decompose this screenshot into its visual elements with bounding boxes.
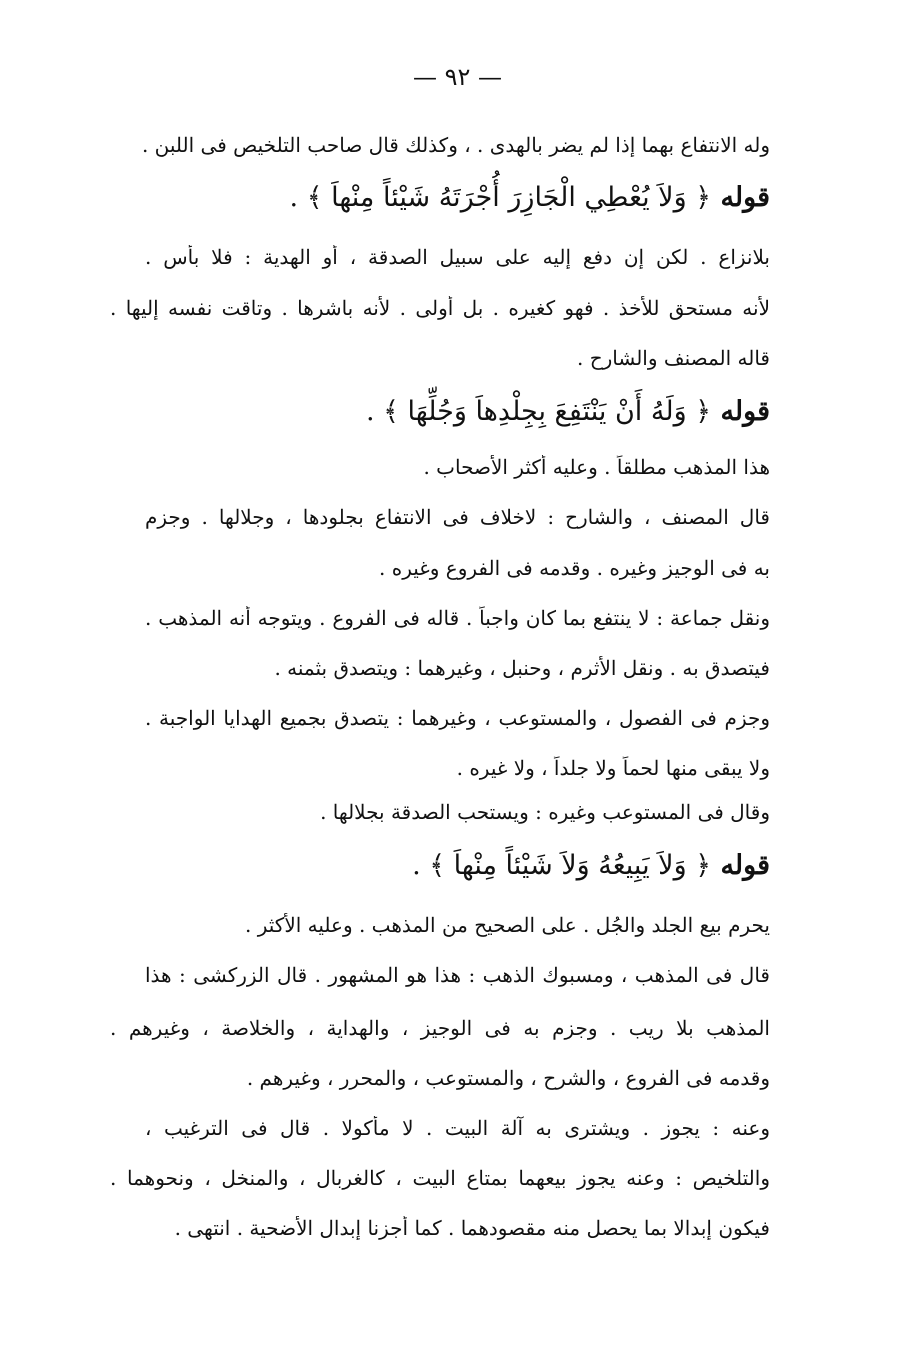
text-line: وجزم فى الفصول ، والمستوعب ، وغيرهما : يتصدق بجميع الهدايا الواجبة . [145,706,770,730]
text-line: وله الانتفاع بهما إذا لم يضر بالهدى . ، وكذلك قال صاحب التلخيص فى اللبن . [141,133,770,157]
text-line: بلانزاع . لكن إن دفع إليه على سبيل الصدقة ، أو الهدية : فلا بأس . [145,245,770,269]
text-line: المذهب بلا ريب . وجزم به فى الوجيز ، والهداية ، والخلاصة ، وغيرهم . [110,1016,770,1040]
verse-heading [110,182,770,213]
quranic-verse: ﴿ وَلاَ يَبِيعُهُ وَلاَ شَيْئاً مِنْهاَ ﴾ . [412,850,712,881]
heading-lead: قوله [720,396,770,427]
page-number: — ٩٢ — [412,63,503,91]
verse-heading [110,396,770,427]
text-line: قال فى المذهب ، ومسبوك الذهب : هذا هو المشهور . قال الزركشى : هذا [145,963,770,987]
text-line: وعنه : يجوز . ويشترى به آلة البيت . لا مأكولا . قال فى الترغيب ، [145,1116,770,1140]
quranic-verse: ﴿ وَلَهُ أَنْ يَنْتَفِعَ بِجِلْدِهاَ وَجُلِّهَا ﴾ . [365,396,712,427]
text-line: به فى الوجيز وغيره . وقدمه فى الفروع وغيره . [379,556,770,580]
text-line: وقال فى المستوعب وغيره : ويستحب الصدقة بجلالها . [320,800,770,824]
text-line: قاله المصنف والشارح . [576,346,770,370]
quranic-verse: ﴿ وَلاَ يُعْطِي الْجَازِرَ أُجْرَتَهُ شَيْئاً مِنْهاَ ﴾ . [289,182,712,213]
text-line: فيكون إبدالا بما يحصل منه مقصودهما . كما أجزنا إبدال الأضحية . انتهى . [174,1216,770,1240]
text-line: ونقل جماعة : لا ينتفع بما كان واجباً . قاله فى الفروع . ويتوجه أنه المذهب . [145,606,770,630]
heading-lead: قوله [720,850,770,881]
verse-heading [110,850,770,881]
text-line: لأنه مستحق للأخذ . فهو كغيره . بل أولى . لأنه باشرها . وتاقت نفسه إليها . [110,296,770,320]
heading-lead: قوله [720,182,770,213]
text-line: هذا المذهب مطلقاً . وعليه أكثر الأصحاب . [423,455,770,479]
text-line: ولا يبقى منها لحماً ولا جلداً ، ولا غيره . [456,756,770,780]
text-line: فيتصدق به . ونقل الأثرم ، وحنبل ، وغيرهما : ويتصدق بثمنه . [274,656,770,680]
text-line: يحرم بيع الجلد والجُل . على الصحيح من المذهب . وعليه الأكثر . [245,913,770,937]
text-line: قال المصنف ، والشارح : لاخلاف فى الانتفاع بجلودها ، وجلالها . وجزم [145,505,770,529]
text-line: والتلخيص : وعنه يجوز بيعهما بمتاع البيت ، كالغربال ، والمنخل ، ونحوهما . [110,1166,770,1190]
text-line: وقدمه فى الفروع ، والشرح ، والمستوعب ، والمحرر ، وغيرهم . [246,1066,770,1090]
